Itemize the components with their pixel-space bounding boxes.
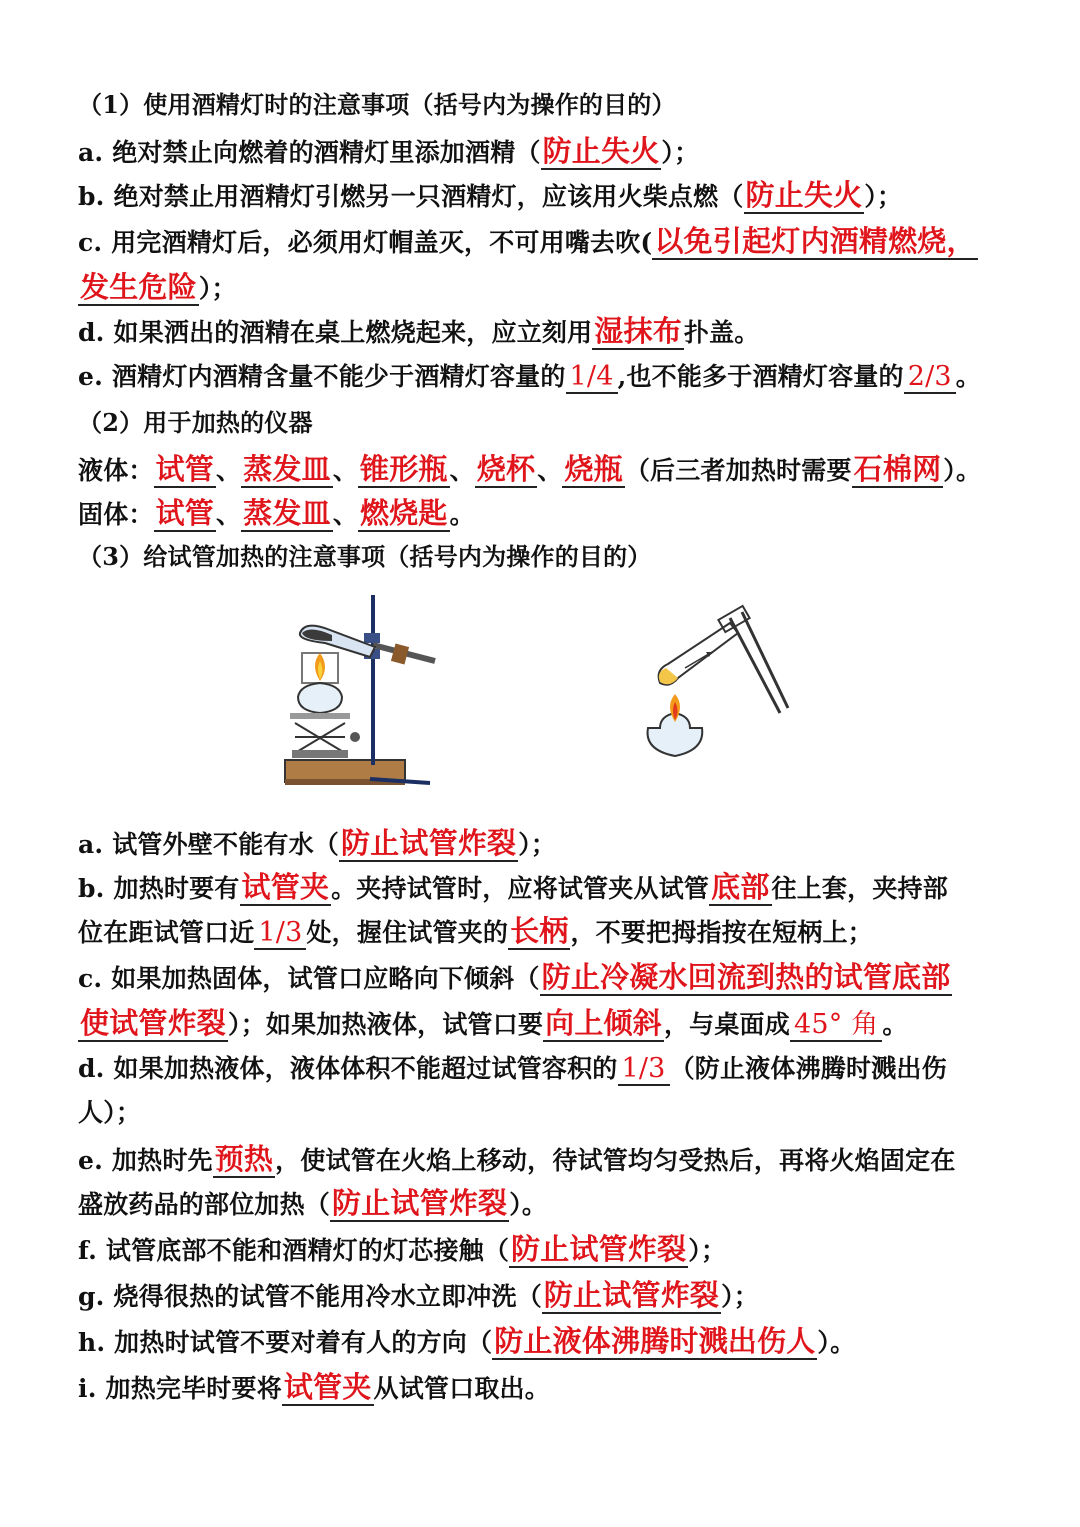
text: 。 [449,500,475,529]
answer-blank: 燃烧匙 [360,496,448,530]
s2-liquid [78,452,1008,488]
section-2-title: （2）用于加热的仪器 [78,408,313,437]
answer-blank: 使试管炸裂 [80,1006,227,1040]
text: ，与桌面成 [663,1010,790,1039]
text: （防止液体沸腾时溅出伤 [669,1054,947,1083]
answer-blank: 试管 [155,496,215,530]
s3-item-c-cont [78,1006,1008,1042]
text: ）。 [943,456,982,485]
answer-blank: 1/4 [566,361,618,394]
answer-blank: 防止试管炸裂 [511,1232,687,1266]
text: （后三者加热时需要 [624,456,852,485]
text: ）。 [509,1190,548,1219]
answer-blank: 1/3 [618,1053,670,1086]
s3-item-d [78,1052,1008,1086]
s3-item-d-cont: 人）； [78,1098,142,1127]
text: 往上套，夹持部 [771,874,948,903]
answer-blank: 烧杯 [476,452,536,486]
text: ）； [661,138,700,167]
answer-blank: 防止液体沸腾时溅出伤人 [494,1324,816,1358]
text: ）。 [817,1328,856,1357]
text: b. 加热时要有 [78,874,240,903]
answer-blank: 蒸发皿 [243,496,331,530]
text: e. 酒精灯内酒精含量不能少于酒精灯容量的 [78,362,566,391]
answer-blank: 以免引起灯内酒精燃烧， [654,224,976,258]
sep: 、 [216,456,242,485]
answer-blank: 试管夹 [283,1370,372,1404]
s1-item-a [78,134,1008,170]
text: e. 加热时先 [78,1146,213,1175]
sep: 、 [449,456,475,485]
text: ）； [864,182,903,211]
s2-solid [78,496,1008,532]
text: g. 烧得很热的试管不能用冷水立即冲洗（ [78,1282,542,1311]
heating-apparatus-figure [270,585,450,795]
s3-item-a [78,826,1008,862]
answer-blank: 试管 [155,452,215,486]
label: 液体： [78,456,154,485]
answer-blank: 底部 [711,870,770,904]
answer-blank: 2/3 [904,361,956,394]
answer-blank: 蒸发皿 [243,452,331,486]
answer-blank: 湿抹布 [594,314,682,348]
answer-blank: 试管夹 [241,870,330,904]
text: 。 [955,362,981,391]
text: h. 加热时试管不要对着有人的方向（ [78,1328,493,1357]
s3-item-c [78,960,1008,996]
text: ，使试管在火焰上移动，待试管均匀受热后，再将火焰固定在 [275,1146,956,1175]
text: ）； [518,830,557,859]
s3-item-b [78,870,1008,906]
text: ）； [721,1282,759,1311]
answer-blank: 预热 [214,1142,274,1176]
section-1-title: （1）使用酒精灯时的注意事项（括号内为操作的目的） [78,90,676,119]
answer-blank: 防止试管炸裂 [341,826,517,860]
answer-blank: 防止冷凝水回流到热的试管底部 [541,960,951,994]
text: f. 试管底部不能和酒精灯的灯芯接触（ [78,1236,510,1265]
sep: 、 [537,456,563,485]
answer-blank: 烧瓶 [564,452,623,486]
answer-blank: 石棉网 [853,452,942,486]
s1-item-c-cont [78,270,1008,306]
text: ,也不能多于酒精灯容量的 [617,362,904,391]
s1-item-b [78,178,1008,214]
sep: 、 [332,500,359,529]
text: a. 试管外壁不能有水（ [78,830,340,859]
s3-item-e-cont [78,1186,1008,1222]
s3-item-i [78,1370,1008,1406]
answer-blank: 防止试管炸裂 [543,1278,720,1312]
answer-blank: 1/3 [254,917,306,950]
section-3-title: （3）给试管加热的注意事项（括号内为操作的目的） [78,542,652,571]
s3-item-b-cont [78,914,1008,950]
text: a. 绝对禁止向燃着的酒精灯里添加酒精（ [78,138,541,167]
s3-item-g [78,1278,1008,1314]
s3-item-e [78,1142,1008,1178]
sep: 、 [332,456,359,485]
s1-item-e [78,360,1008,394]
text: 从试管口取出。 [373,1374,550,1403]
text: ）；如果加热液体，试管口要 [228,1010,544,1039]
answer-blank: 长柄 [510,914,569,948]
label: 固体： [78,500,154,529]
text: i. 加热完毕时要将 [78,1374,282,1403]
text: 。 [882,1010,908,1039]
s3-item-h [78,1324,1008,1360]
answer-blank: 防止失火 [542,134,660,168]
text: d. 如果洒出的酒精在桌上燃烧起来，应立刻用 [78,318,593,347]
answer-blank: 防止试管炸裂 [332,1186,508,1220]
sep: 、 [216,500,242,529]
text: 盛放药品的部位加热（ [78,1190,331,1219]
answer-blank: 防止失火 [745,178,863,212]
answer-blank: 向上倾斜 [545,1006,662,1040]
text: 扑盖。 [683,318,760,347]
text: ，不要把拇指按在短柄上； [570,918,873,947]
text: 位在距试管口近 [78,918,255,947]
text: 处，握住试管夹的 [306,918,509,947]
s1-item-d [78,314,1008,350]
test-tube-heating-figure [630,598,790,778]
text: 。夹持试管时，应将试管夹从试管 [331,874,710,903]
text: b. 绝对禁止用酒精灯引燃另一只酒精灯，应该用火柴点燃（ [78,182,744,211]
answer-blank: 45° 角 [790,1009,882,1042]
text: c. 如果加热固体，试管口应略向下倾斜（ [78,964,540,993]
s3-item-f [78,1232,1008,1268]
text: c. 用完酒精灯后，必须用灯帽盖灭，不可用嘴去吹( [78,228,653,257]
s1-item-c [78,224,1008,260]
answer-blank: 发生危险 [80,270,197,304]
text: d. 如果加热液体，液体体积不能超过试管容积的 [78,1054,618,1083]
answer-blank: 锥形瓶 [360,452,448,486]
text: ）； [198,274,237,303]
text: ）； [688,1236,727,1265]
